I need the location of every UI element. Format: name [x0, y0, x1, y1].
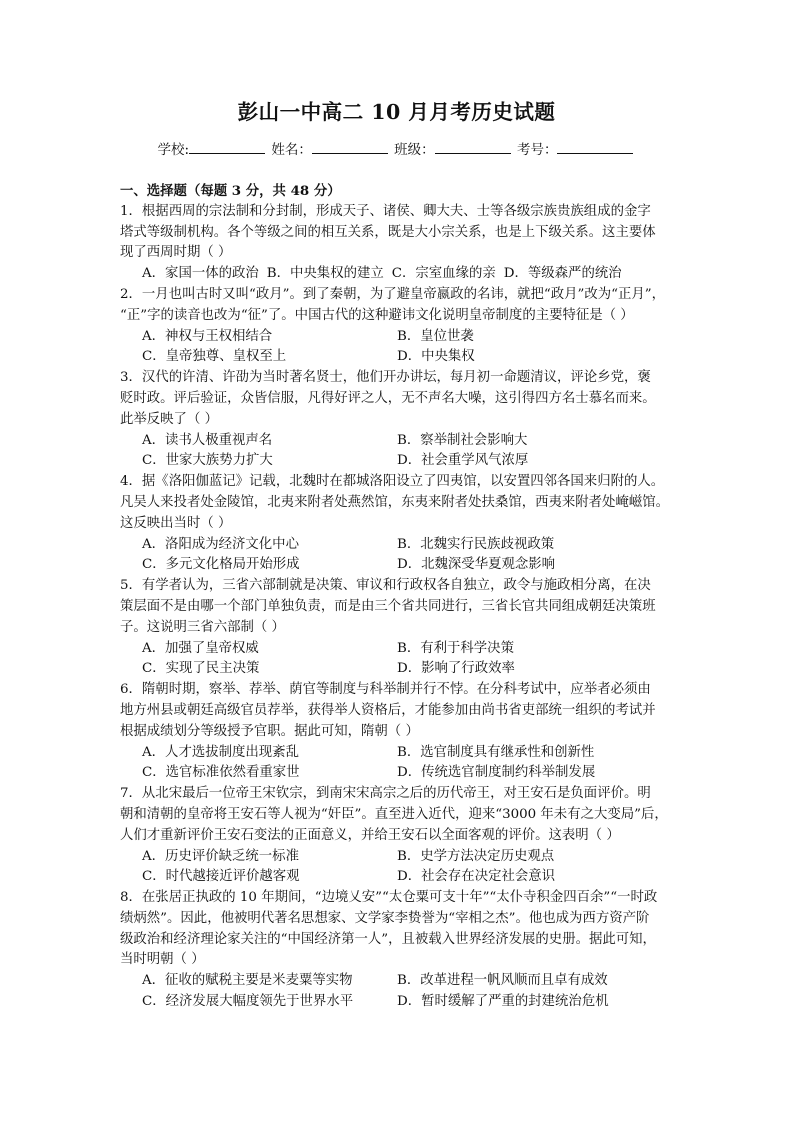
- option-c: C．多元文化格局开始形成: [142, 557, 300, 573]
- option-row: [120, 743, 680, 764]
- option-row: [120, 264, 680, 285]
- question-7: [120, 784, 680, 888]
- question-1: [120, 202, 680, 285]
- question-line: 人们才重新评价王安石变法的正面意义，并给王安石以全面客观的评价。这表明（ ）: [120, 827, 620, 843]
- option-d: D．社会存在决定社会意识: [397, 869, 556, 885]
- question-line: 贬时政。评后验证，众皆信服，凡得好评之人，无不声名大噪，这引得四方名士慕名而来。: [120, 390, 656, 406]
- question-line: 6．隋朝时期，察举、荐举、荫官等制度与科举制并行不悖。在分科考试中，应举者必须由: [120, 682, 651, 698]
- question-line: 3．汉代的许清、许劭为当时著名贤士，他们开办讲坛，每月初一命题清议，评论乡党，褒: [120, 370, 651, 386]
- option-c: C．皇帝独尊、皇权至上: [142, 349, 287, 365]
- option-a: A．加强了皇帝权威: [142, 640, 259, 656]
- option-row: [120, 431, 680, 452]
- option-row: [120, 639, 680, 660]
- option-d: D．等级森严的统治: [503, 266, 622, 282]
- option-a: A．读书人极重视声名: [142, 432, 273, 448]
- option-b: B．皇位世袭: [397, 328, 474, 344]
- option-d: D．社会重学风气浓厚: [397, 453, 529, 469]
- question-line: 2．一月也叫古时又叫“政月”。到了秦朝，为了避皇帝嬴政的名讳，就把“政月”改为“正月”，: [120, 286, 666, 302]
- option-row: [120, 347, 680, 368]
- option-row: [120, 659, 680, 680]
- question-line: 根据成绩划分等级授予官职。据此可知，隋朝（ ）: [120, 723, 419, 739]
- section-heading: 一、选择题（每题 3 分，共 48 分）: [120, 183, 341, 199]
- question-2: [120, 285, 680, 368]
- question-line: 凡吴人来投者处金陵馆，北夷来附者处燕然馆，东夷来附者处扶桑馆，西夷来附者处崦嵫馆。: [120, 494, 670, 510]
- question-line: 当时明朝（ ）: [120, 952, 205, 968]
- number-blank: [557, 141, 633, 154]
- option-row: [120, 451, 680, 472]
- student-info-line: [0, 138, 793, 158]
- class-label: 班级：: [394, 142, 435, 158]
- question-line: 这反映出当时（ ）: [120, 515, 232, 531]
- option-d: D．北魏深受华夏观念影响: [397, 557, 556, 573]
- option-b: B．北魏实行民族歧视政策: [397, 536, 555, 552]
- question-6: [120, 680, 680, 784]
- question-line: 现了西周时期（ ）: [120, 245, 232, 261]
- option-c: C．实现了民主决策: [142, 661, 260, 677]
- question-line: 7．从北宋最后一位帝王宋钦宗，到南宋宋高宗之后的历代帝王，对王安石是负面评价。明: [120, 786, 651, 802]
- question-4: [120, 472, 680, 576]
- option-b: B．改革进程一帆风顺而且卓有成效: [397, 973, 608, 989]
- question-line: 地方州县或朝廷高级官员荐举，获得举人资格后，才能参加由尚书省吏部统一组织的考试并: [120, 702, 656, 718]
- option-row: [120, 847, 680, 868]
- name-blank: [312, 141, 388, 154]
- option-row: [120, 535, 680, 556]
- option-b: B．察举制社会影响大: [397, 432, 528, 448]
- option-a: A．家国一体的政治: [142, 266, 259, 282]
- option-b: B．选官制度具有继承性和创新性: [397, 744, 595, 760]
- option-d: D．传统选官制度制约科举制发展: [397, 765, 596, 781]
- question-line: 8．在张居正执政的 10 年期间，“边境乂安”“太仓粟可支十年”“太仆寺积金四百余”“一时政: [120, 890, 658, 906]
- option-c: C．宗室血缘的亲: [391, 266, 496, 282]
- question-line: 子。这说明三省六部制（ ）: [120, 619, 285, 635]
- school-label: 学校:: [157, 142, 190, 158]
- option-b: B．史学方法决定历史观点: [397, 848, 555, 864]
- option-a: A．洛阳成为经济文化中心: [142, 536, 299, 552]
- class-blank: [435, 141, 511, 154]
- number-label: 考号：: [516, 142, 558, 158]
- question-line: 绩炳然”。因此，他被明代著名思想家、文学家李贽誉为“宰相之杰”。他也成为西方资产阶: [120, 910, 650, 926]
- question-line: “正”字的读音也改为“征”了。中国古代的这种避讳文化说明皇帝制度的主要特征是（ ）: [120, 307, 634, 323]
- name-label: 姓名：: [271, 142, 312, 158]
- option-row: [120, 992, 680, 1013]
- option-a: A．神权与王权相结合: [142, 328, 273, 344]
- exam-content: [120, 181, 680, 1013]
- option-row: [120, 867, 680, 888]
- option-a: A．历史评价缺乏统一标准: [142, 848, 299, 864]
- question-line: 5．有学者认为，三省六部制就是决策、审议和行政权各自独立，政令与施政相分离，在决: [120, 578, 651, 594]
- question-5: [120, 576, 680, 680]
- question-8: [120, 888, 680, 1013]
- option-d: D．中央集权: [397, 349, 475, 365]
- question-line: 此举反映了（ ）: [120, 411, 218, 427]
- question-3: [120, 368, 680, 472]
- question-line: 塔式等级制机构。各个等级之间的相互关系，既是大小宗关系，也是上下级关系。这主要体: [120, 224, 656, 240]
- question-line: 朝和清朝的皇帝将王安石等人视为“奸臣”。直至进入近代，迎来“3000 年未有之大变局”后，: [120, 806, 668, 822]
- option-d: D．暂时缓解了严重的封建统治危机: [397, 994, 609, 1010]
- option-row: [120, 971, 680, 992]
- option-c: C．时代越接近评价越客观: [142, 869, 300, 885]
- question-line: 4．据《洛阳伽蓝记》记载，北魏时在都城洛阳设立了四夷馆，以安置四邻各国来归附的人。: [120, 474, 665, 490]
- option-c: C．选官标准依然看重家世: [142, 765, 300, 781]
- option-a: A．征收的赋税主要是米麦粟等实物: [142, 973, 353, 989]
- option-row: [120, 555, 680, 576]
- question-line: 1．根据西周的宗法制和分封制，形成天子、诸侯、卿大夫、士等各级宗族贵族组成的金字: [120, 203, 651, 219]
- option-d: D．影响了行政效率: [397, 661, 515, 677]
- question-line: 级政治和经济理论家关注的“中国经济第一人”，且被载入世界经济发展的史册。据此可知，: [120, 931, 656, 947]
- school-blank: [189, 141, 265, 154]
- exam-title: 彭山一中高二 10 月月考历史试题: [237, 100, 556, 124]
- option-row: [120, 763, 680, 784]
- option-row: [120, 327, 680, 348]
- question-line: 策层面不是由哪一个部门单独负责，而是由三个省共同进行，三省长官共同组成朝廷决策班: [120, 598, 656, 614]
- option-c: C．经济发展大幅度领先于世界水平: [142, 994, 354, 1010]
- option-b: B．中央集权的建立: [266, 266, 384, 282]
- option-b: B．有利于科学决策: [397, 640, 514, 656]
- option-c: C．世家大族势力扩大: [142, 453, 273, 469]
- option-a: A．人才选拔制度出现紊乱: [142, 744, 299, 760]
